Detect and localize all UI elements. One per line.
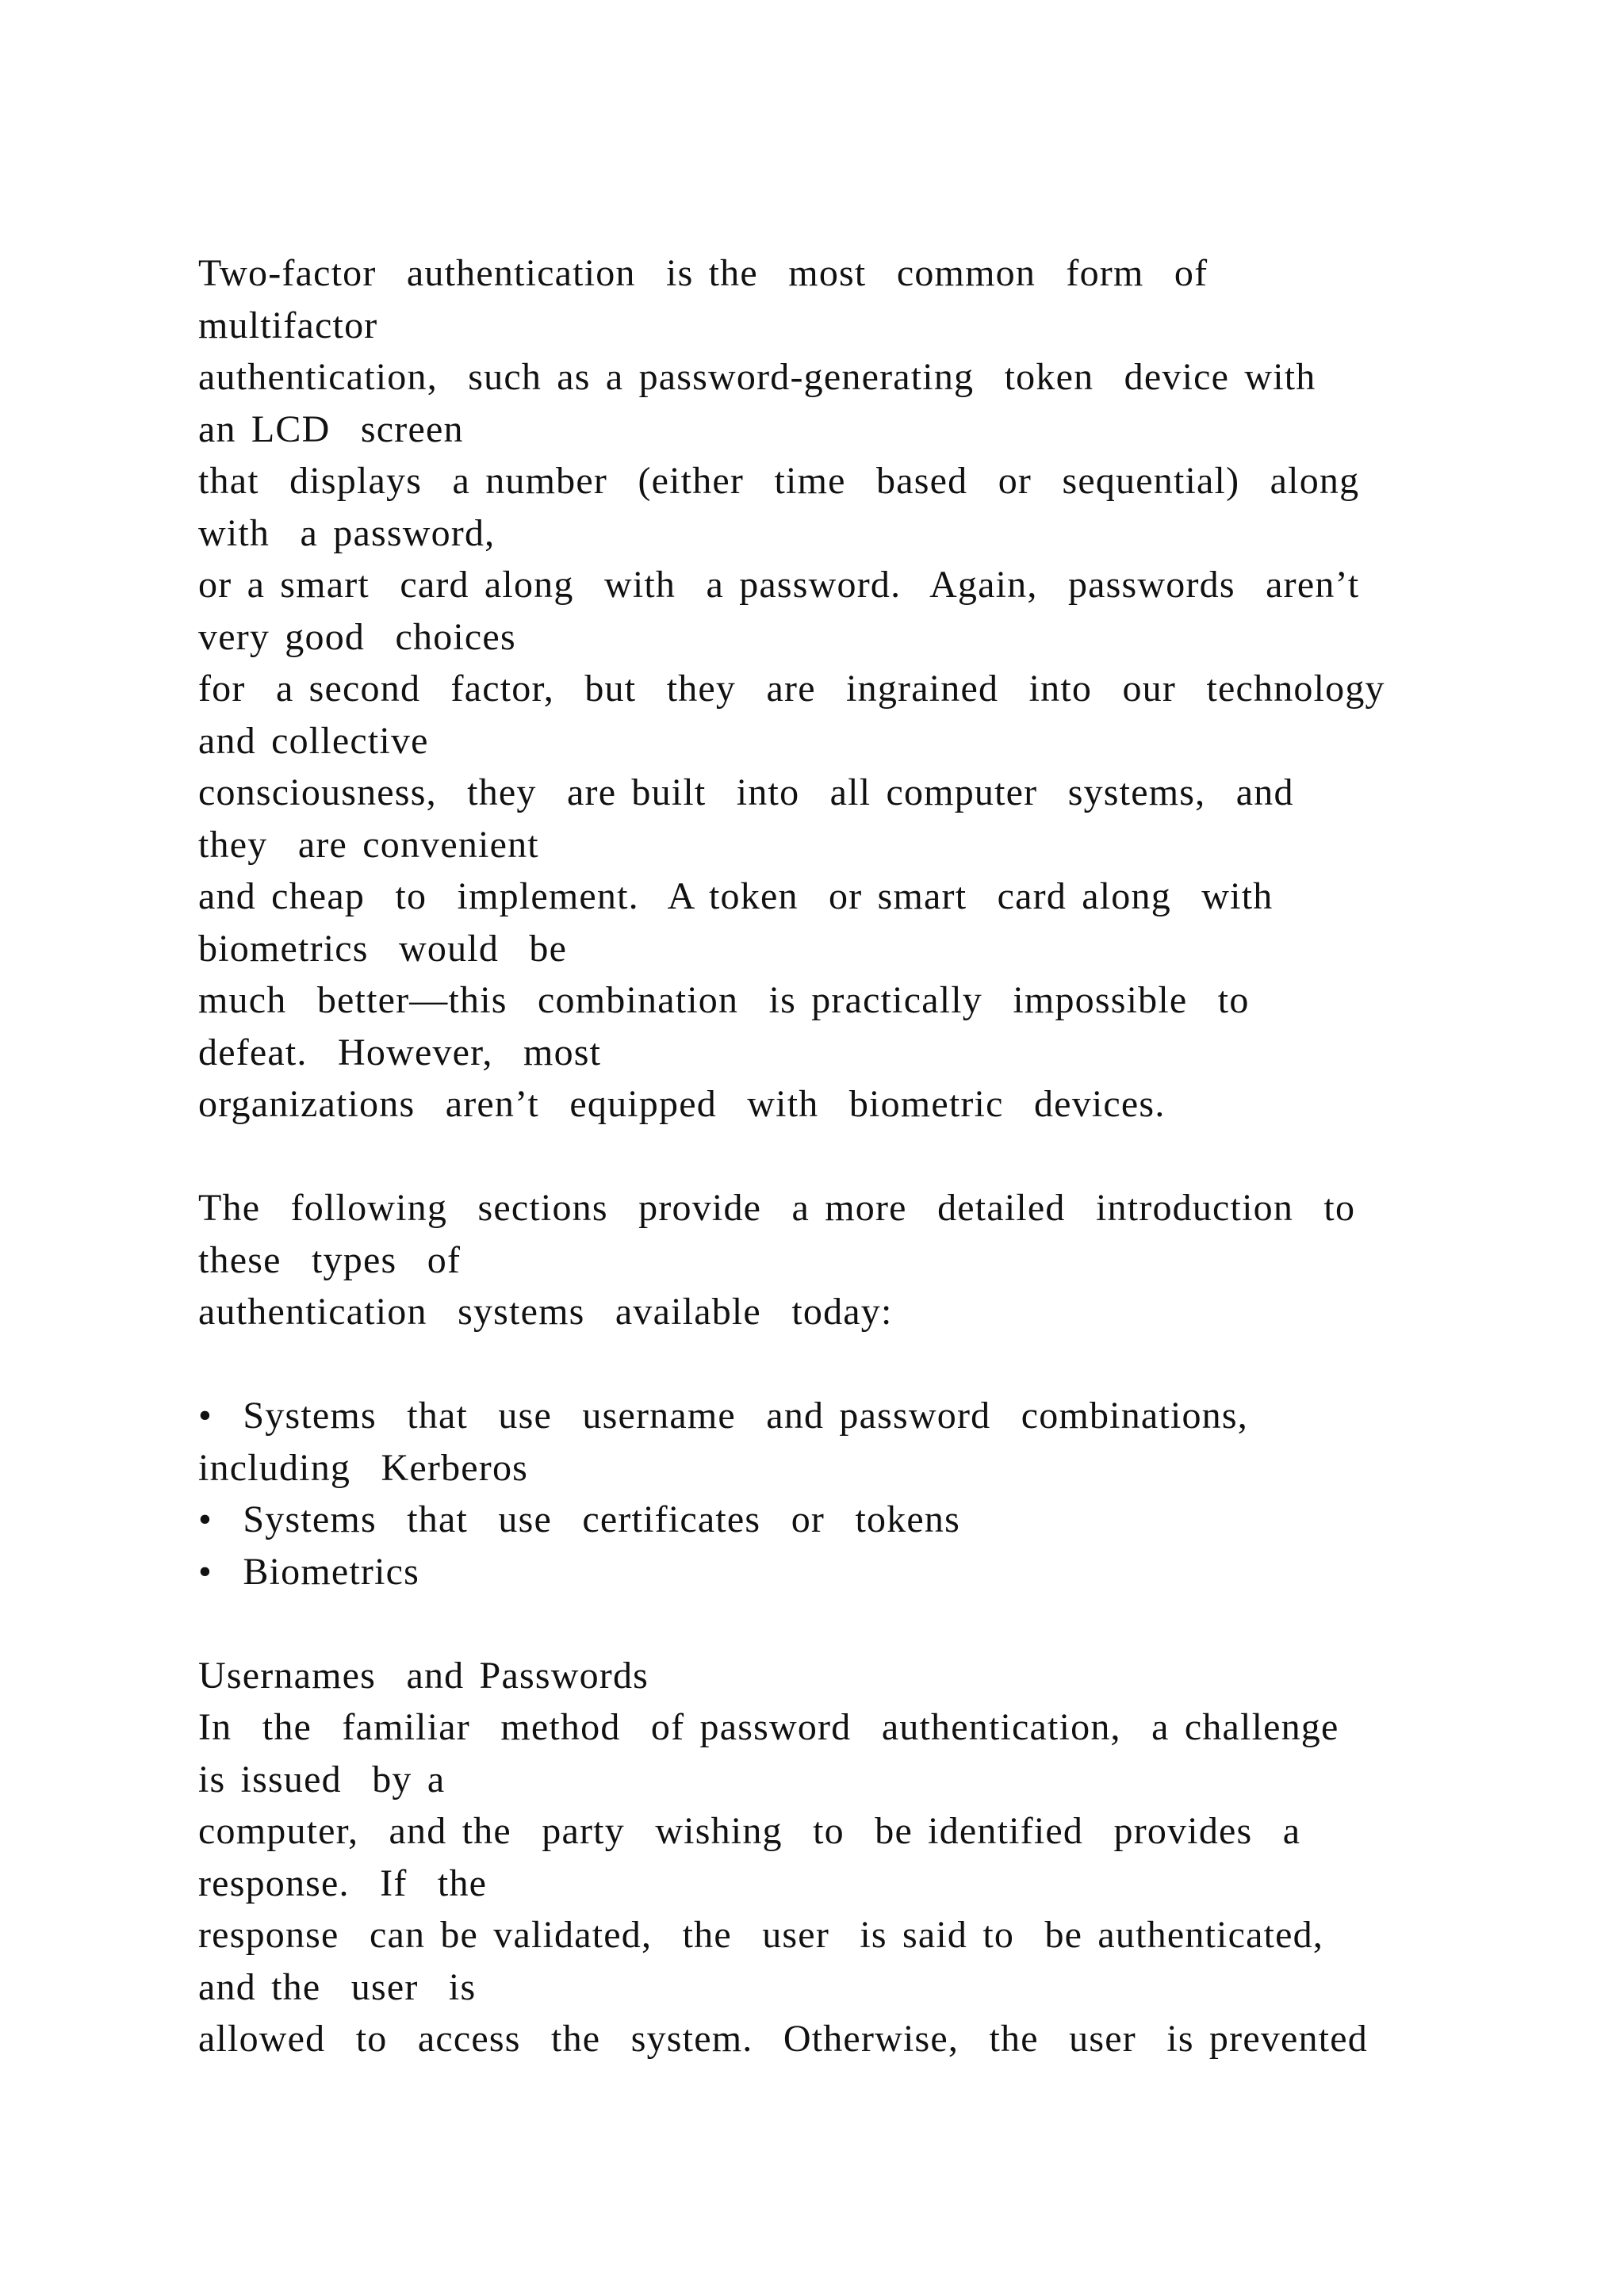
text-line: defeat. However, most xyxy=(198,1031,602,1073)
text-line: biometrics would be xyxy=(198,927,568,970)
text-line: In the familiar method of password authentication, a challenge xyxy=(198,1706,1339,1748)
paragraph-spacer xyxy=(198,1131,1507,1183)
text-line: computer, and the party wishing to be identified provides a xyxy=(198,1810,1301,1852)
list-item: • Systems that use username and password combinations, xyxy=(198,1395,1248,1437)
list-item: including Kerberos xyxy=(198,1446,529,1489)
text-line: these types of xyxy=(198,1238,462,1281)
text-line: authentication, such as a password-generating token device with xyxy=(198,356,1316,398)
text-line: for a second factor, but they are ingrained into our technology xyxy=(198,668,1385,710)
text-line: an LCD screen xyxy=(198,408,464,450)
list-item: • Biometrics xyxy=(198,1550,420,1593)
text-line: The following sections provide a more detailed introduction to xyxy=(198,1187,1356,1229)
text-line: organizations aren’t equipped with biometric devices. xyxy=(198,1083,1166,1125)
text-line: consciousness, they are built into all computer systems, and xyxy=(198,771,1294,813)
document-page xyxy=(198,247,1507,2065)
text-line: much better—this combination is practically impossible to xyxy=(198,979,1250,1021)
list-item: • Systems that use certificates or tokens xyxy=(198,1498,961,1540)
text-line: they are convenient xyxy=(198,823,539,866)
paragraph-spacer xyxy=(198,1598,1507,1650)
text-line: multifactor xyxy=(198,304,378,346)
text-line: and the user is xyxy=(198,1965,477,2008)
text-line: and collective xyxy=(198,719,429,762)
section-heading: Usernames and Passwords xyxy=(198,1654,649,1697)
text-line: allowed to access the system. Otherwise, the user is prevented xyxy=(198,2018,1368,2060)
text-line: authentication systems available today: xyxy=(198,1291,893,1333)
bullet-list xyxy=(198,1390,1507,1598)
text-line: or a smart card along with a password. Again, passwords aren’t xyxy=(198,564,1360,606)
text-line: very good choices xyxy=(198,615,516,658)
text-line: that displays a number (either time based or sequential) along xyxy=(198,460,1360,502)
text-line: with a password, xyxy=(198,511,496,554)
text-line: is issued by a xyxy=(198,1758,446,1800)
paragraph-spacer xyxy=(198,1338,1507,1391)
paragraph-sections-intro xyxy=(198,1182,1507,1338)
paragraph-usernames-passwords xyxy=(198,1650,1507,2065)
text-line: response can be validated, the user is said to be authenticated, xyxy=(198,1914,1324,1956)
paragraph-two-factor xyxy=(198,247,1507,1131)
text-line: Two-factor authentication is the most common form of xyxy=(198,252,1208,294)
text-line: response. If the xyxy=(198,1862,488,1904)
text-line: and cheap to implement. A token or smart card along with xyxy=(198,875,1274,917)
